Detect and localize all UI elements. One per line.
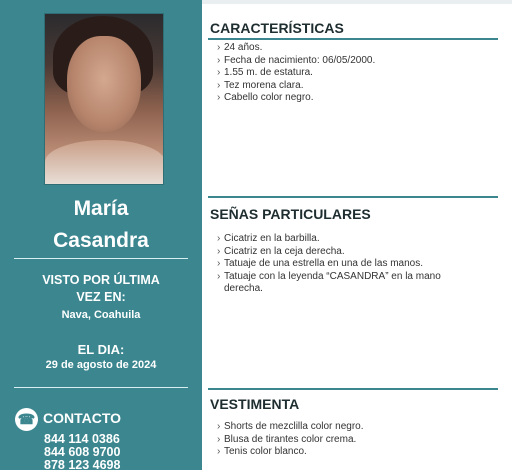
section-rule — [208, 38, 498, 40]
last-seen-heading-line2: VEZ EN: — [76, 290, 126, 304]
vestimenta-list — [217, 421, 467, 459]
sidebar-divider — [14, 258, 188, 259]
person-photo — [44, 13, 164, 185]
list-item: › Tez morena clara. — [217, 80, 467, 93]
list-item: › Cicatriz en la barbilla. — [217, 233, 467, 246]
list-item: › 1.55 m. de estatura. — [217, 67, 467, 80]
last-seen-place: Nava, Coahuila — [61, 309, 141, 321]
person-name-last: Casandra — [53, 229, 149, 252]
person-name-first: María — [73, 197, 129, 220]
list-item: › Cabello color negro. — [217, 92, 467, 105]
section-rule — [208, 388, 498, 390]
date-label: EL DIA: — [77, 342, 125, 357]
list-item: › 24 años. — [217, 42, 467, 55]
caracteristicas-title: CARACTERÍSTICAS — [210, 20, 344, 36]
last-seen-heading-line1: VISTO POR ÚLTIMA — [42, 273, 160, 287]
caracteristicas-list — [217, 42, 467, 105]
senas-list — [217, 233, 467, 296]
vestimenta-title: VESTIMENTA — [210, 396, 300, 412]
list-item: › Tatuaje de una estrella en una de las manos. — [217, 258, 467, 271]
senas-title: SEÑAS PARTICULARES — [210, 206, 371, 222]
list-item: › Tenis color blanco. — [217, 446, 467, 459]
list-item: › Tatuaje con la leyenda “CASANDRA” en la mano derecha. — [217, 271, 467, 296]
list-item: › Blusa de tirantes color crema. — [217, 434, 467, 447]
contact-title: CONTACTO — [43, 410, 122, 426]
section-rule — [208, 196, 498, 198]
sidebar-divider — [14, 387, 188, 388]
contact-phone[interactable]: 844 608 9700 — [44, 445, 121, 459]
contact-phone[interactable]: 878 123 4698 — [44, 458, 121, 470]
list-item: › Cicatriz en la ceja derecha. — [217, 246, 467, 259]
phone-circle-icon: ☎ — [15, 408, 38, 431]
contact-phone[interactable]: 844 114 0386 — [44, 432, 120, 446]
photo-face — [67, 36, 141, 132]
list-item: › Shorts de mezclilla color negro. — [217, 421, 467, 434]
date-value: 29 de agosto de 2024 — [45, 359, 157, 371]
sidebar-panel — [0, 0, 202, 470]
photo-shoulders — [45, 140, 164, 184]
list-item: › Fecha de nacimiento: 06/05/2000. — [217, 55, 467, 68]
